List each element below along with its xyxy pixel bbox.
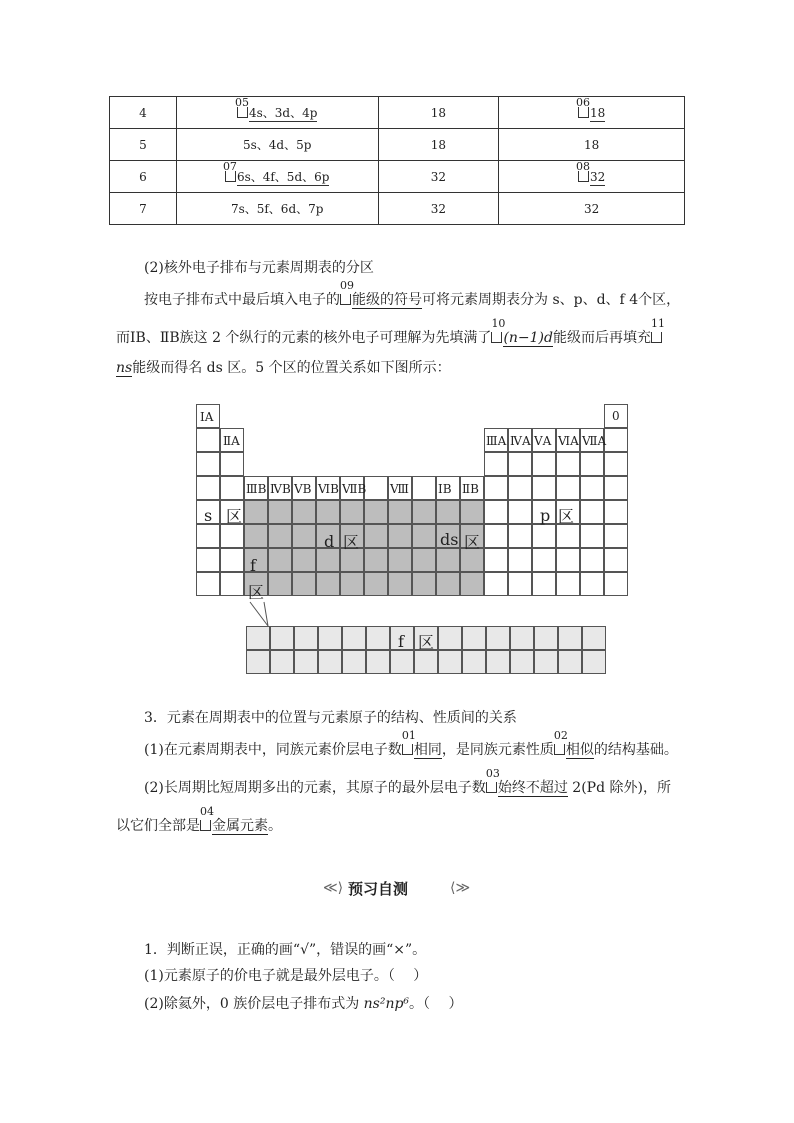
answer-marker: 07 [222,160,237,173]
section3-line2: (2)长周期比短周期多出的元素，其原子的最外层电子数 03 始终不超过 2(Pd 除外)，所 [144,767,671,796]
section3-title: 3．元素在周期表中的位置与元素原子的结构、性质间的关系 [144,710,517,726]
section3-line1: (1)在元素周期表中，同族元素价层电子数 01 相同，是同族元素性质 02 相似的结构基础。 [144,729,678,758]
answer-marker: 05 [234,96,249,109]
p-block-label: p [540,506,551,525]
d-block-label: d [324,532,335,551]
question-1-1: (1)元素原子的价电子就是最外层电子。（ ） [144,968,428,984]
left-chevron-icon: ≪⟩ [323,880,344,896]
section2-line2: 而ⅠB、ⅡB族这 2 个纵行的元素的核外电子可理解为先填满了 10 (n−1)d能级而后再填充 11 [116,317,665,346]
elements-cell: 32 [499,193,685,225]
s-block-label: 区 [226,507,243,526]
group-label: ⅤB [294,482,312,496]
group-label: ⅠB [438,482,452,496]
section2-title: (2)核外电子排布与元素周期表的分区 [144,260,374,276]
sublevel-cell: 07 6s、4f、5d、6p [176,161,378,193]
d-block-label: 区 [343,533,360,552]
answer-marker: 06 [576,95,591,109]
group-label: ⅣA [510,434,531,448]
section2-line1: 按电子排布式中最后填入电子的 09 能级的符号可将元素周期表分为 s、p、d、f 4个区， [144,279,681,308]
f-block-label: 区 [248,583,265,602]
group-label: ⅦA [582,434,607,448]
count-cell: 32 [378,193,499,225]
group-label: Ⅷ [390,482,409,496]
section3-line3: 以它们全部是 04 金属元素。 [116,805,282,834]
period-cell: 7 [110,193,177,225]
group-label: 0 [612,409,620,423]
f-block-label: f [250,556,256,575]
answer-marker: 08 [576,159,591,173]
group-label: ⅠA [200,410,214,424]
elements-cell: 08 32 [499,161,685,193]
group-label: ⅤA [534,434,552,448]
f-block-label: 区 [418,633,435,652]
group-label: ⅦB [342,482,367,496]
preview-heading: 预习自测 [348,880,409,898]
period-cell: 4 [110,97,177,129]
question-1-2: (2)除氦外，0 族价层电子排布式为 ns²np⁶。（ ） [144,996,463,1012]
period-cell: 6 [110,161,177,193]
group-label: ⅡA [223,434,240,448]
elements-cell: 18 [499,129,685,161]
group-label: ⅢB [246,482,267,496]
sublevel-cell: 05 4s、3d、4p [176,97,378,129]
sublevel-cell: 7s、5f、6d、7p [176,193,378,225]
f-block-label: f [398,632,404,651]
elements-cell: 06 18 [499,97,685,129]
group-label: ⅥA [558,434,579,448]
s-block-label: s [204,506,213,525]
group-label: ⅡB [462,482,479,496]
ds-block-label: 区 [464,533,481,552]
question-1: 1．判断正误，正确的画“√”，错误的画“×”。 [144,942,427,958]
sublevel-cell: 5s、4d、5p [176,129,378,161]
p-block-label: 区 [558,507,575,526]
count-cell: 18 [378,129,499,161]
section2-line3: ns能级而得名 ds 区。5 个区的位置关系如下图所示： [116,360,451,376]
group-label: ⅥB [318,482,339,496]
count-cell: 32 [378,161,499,193]
right-chevron-icon: ⟨≫ [450,880,471,896]
group-label: ⅣB [270,482,291,496]
period-cell: 5 [110,129,177,161]
count-cell: 18 [378,97,499,129]
ds-block-label: ds [440,530,459,549]
group-label: ⅢA [486,434,507,448]
